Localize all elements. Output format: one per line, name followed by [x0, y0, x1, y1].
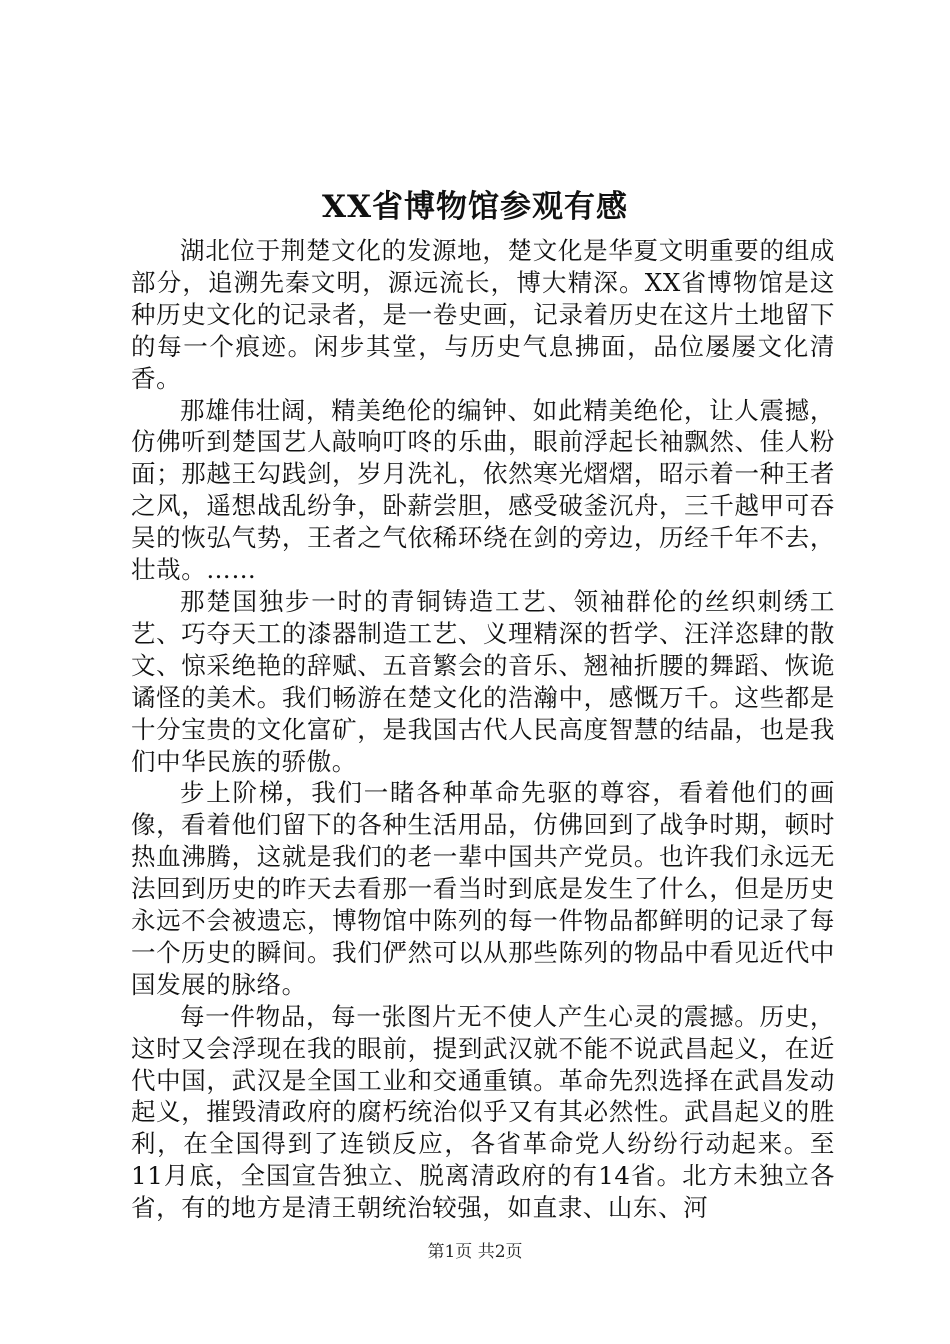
page-number-footer: 第1页 共2页: [427, 1242, 523, 1262]
document-title: XX省博物馆参观有感: [321, 189, 629, 225]
paragraph-2: 那雄伟壮阔，精美绝伦的编钟、如此精美绝伦，让人震撼，仿佛听到楚国艺人敲响叮咚的乐曲，眼前浮起长袖飘然、佳人粉面；那越王勾践剑，岁月洗礼，依然寒光熠熠，昭示着一种王者之风，遥想战乱纷争，卧薪尝胆，感受破釜沉舟，三千越甲可吞吴的恢弘气势，王者之气依稀环绕在剑的旁边，历经千年不去，壮哉。……: [131, 395, 835, 585]
paragraph-4: 步上阶梯，我们一睹各种革命先驱的尊容，看着他们的画像，看着他们留下的各种生活用品，仿佛回到了战争时期，顿时热血沸腾，这就是我们的老一辈中国共产党员。也许我们永远无法回到历史的昨天去看那一看当时到底是发生了什么，但是历史永远不会被遗忘，博物馆中陈列的每一件物品都鲜明的记录了每一个历史的瞬间。我们俨然可以从那些陈列的物品中看见近代中国发展的脉络。: [131, 778, 835, 999]
document-body: [131, 235, 835, 1224]
paragraph-1: 湖北位于荆楚文化的发源地，楚文化是华夏文明重要的组成部分，追溯先秦文明，源远流长，博大精深。XX省博物馆是这种历史文化的记录者，是一卷史画，记录着历史在这片土地留下的每一个痕迹。闲步其堂，与历史气息拂面，品位屡屡文化清香。: [131, 236, 835, 393]
paragraph-5: 每一件物品，每一张图片无不使人产生心灵的震撼。历史，这时又会浮现在我的眼前，提到武汉就不能不说武昌起义，在近代中国，武汉是全国工业和交通重镇。革命先烈选择在武昌发动起义，摧毁清政府的腐朽统治似乎又有其必然性。武昌起义的胜利，在全国得到了连锁反应，各省革命党人纷纷行动起来。至11月底，全国宣告独立、脱离清政府的有14省。北方未独立各省，有的地方是清王朝统治较强，如直隶、山东、河: [131, 1001, 835, 1223]
paragraph-3: 那楚国独步一时的青铜铸造工艺、领袖群伦的丝织刺绣工艺、巧夺天工的漆器制造工艺、义理精深的哲学、汪洋恣肆的散文、惊采绝艳的辞赋、五音繁会的音乐、翘袖折腰的舞蹈、恢诡谲怪的美术。我们畅游在楚文化的浩瀚中，感慨万千。这些都是十分宝贵的文化富矿，是我国古代人民高度智慧的结晶，也是我们中华民族的骄傲。: [131, 586, 835, 776]
